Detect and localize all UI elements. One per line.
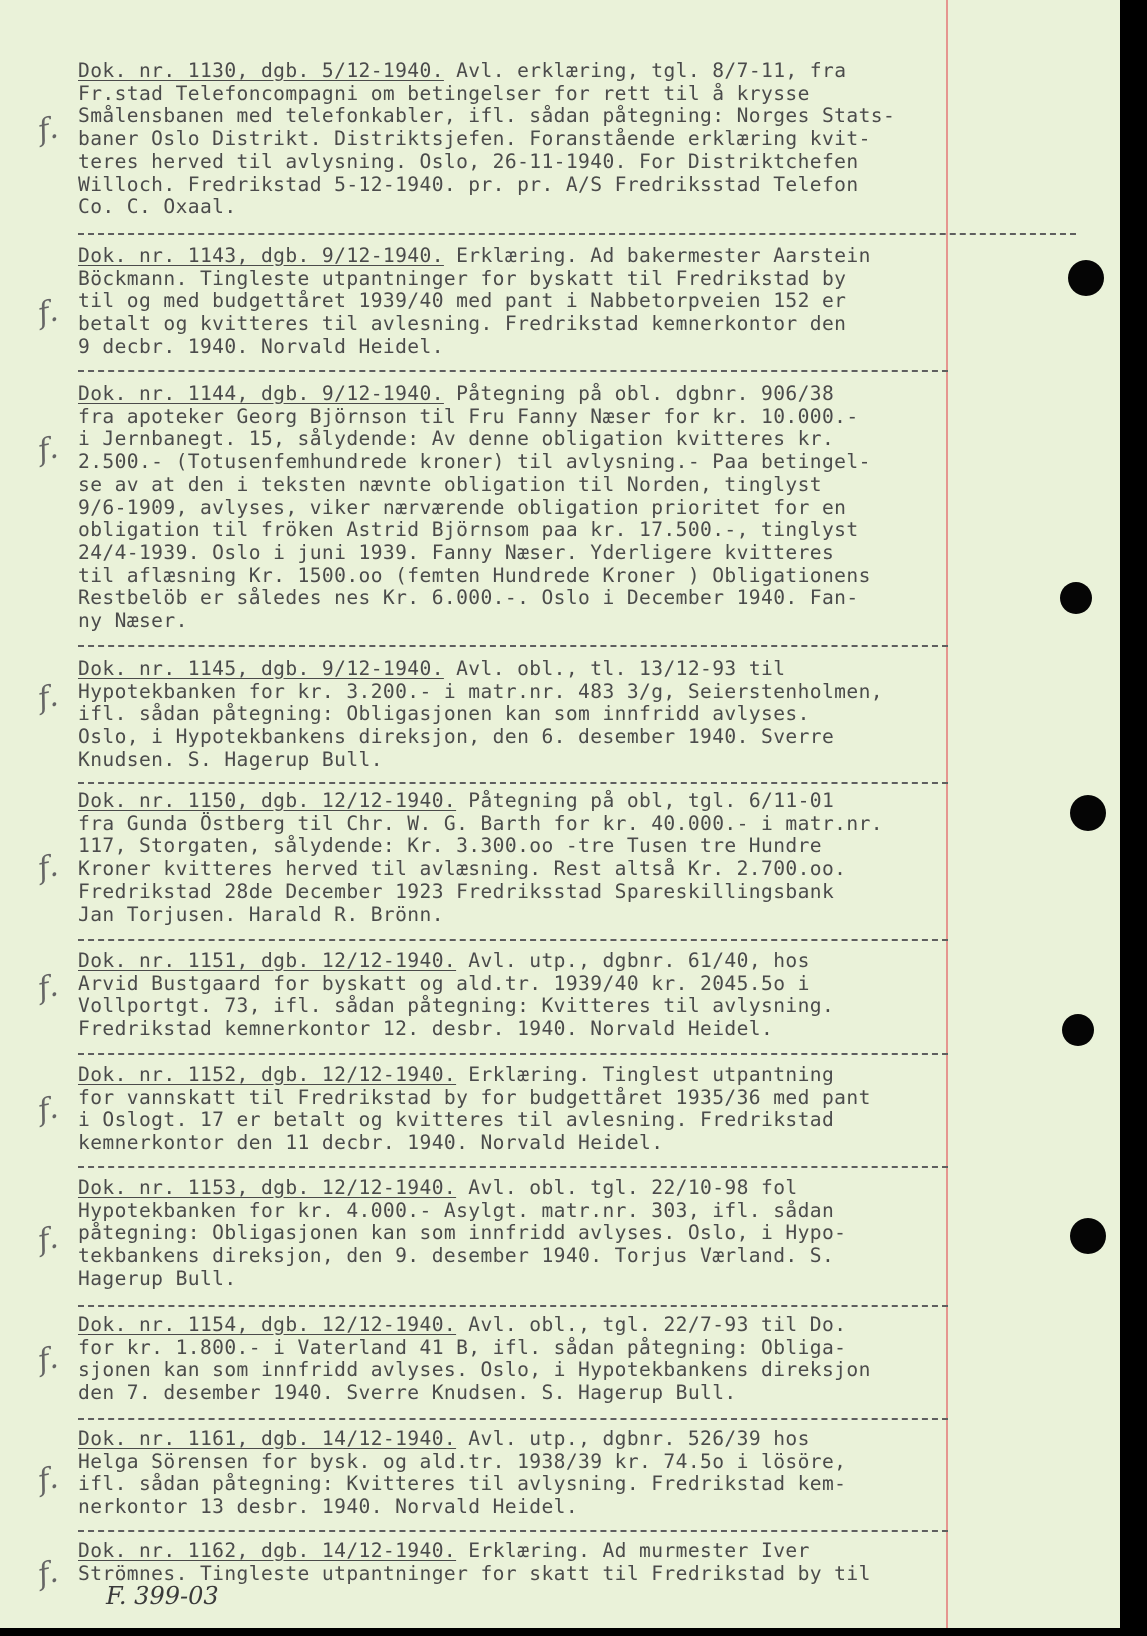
entry-line: se av at den i teksten nævnte obligation til Norden, tinglyst xyxy=(78,472,822,496)
entry-line: for vannskatt til Fredrikstad by for budgettåret 1935/36 med pant xyxy=(78,1085,871,1109)
entry-line: obligation til fröken Astrid Björnsom paa kr. 17.500.-, tinglyst xyxy=(78,518,859,542)
entry-reference: Dok. nr. 1143, dgb. 9/12-1940. xyxy=(78,244,444,267)
margin-mark: f. xyxy=(34,1340,62,1379)
entry-line: 9/6-1909, avlyses, viker nærværende obligation prioritet for en xyxy=(78,495,847,519)
entry-line: Jan Torjusen. Harald R. Brönn. xyxy=(78,902,444,926)
entry-line: ny Næser. xyxy=(78,609,188,633)
margin-mark: f. xyxy=(34,848,62,887)
ledger-entry xyxy=(78,1314,978,1405)
entry-separator xyxy=(78,233,1076,235)
entry-separator xyxy=(78,1418,948,1420)
entry-reference: Dok. nr. 1153, dgb. 12/12-1940. xyxy=(78,1176,457,1199)
margin-mark: f. xyxy=(34,1090,62,1129)
entry-line: Fredrikstad 28de December 1923 Fredriksstad Spareskillingsbank xyxy=(78,879,835,903)
ledger-entry xyxy=(78,60,978,219)
entry-reference: Dok. nr. 1130, dgb. 5/12-1940. xyxy=(78,59,444,82)
margin-mark: f. xyxy=(34,968,62,1007)
entry-title: Avl. obl. tgl. 22/10-98 fol xyxy=(468,1176,798,1199)
entry-title: Erklæring. Ad bakermester Aarstein xyxy=(456,244,871,267)
entry-line: Fr.stad Telefoncompagni om betingelser for rett til å krysse xyxy=(78,81,810,105)
entry-separator xyxy=(78,939,948,941)
entry-line: fra Gunda Östberg til Chr. W. G. Barth for kr. 40.000.- i matr.nr. xyxy=(78,811,883,835)
entry-title: Avl. utp., dgbnr. 61/40, hos xyxy=(468,949,810,972)
entry-reference: Dok. nr. 1152, dgb. 12/12-1940. xyxy=(78,1063,457,1086)
entry-line: 24/4-1939. Oslo i juni 1939. Fanny Næser. Yderligere kvitteres xyxy=(78,540,835,564)
entry-line: teres herved til avlysning. Oslo, 26-11-1940. For Distriktchefen xyxy=(78,149,859,173)
entry-line: Oslo, i Hypotekbankens direksjon, den 6. desember 1940. Sverre xyxy=(78,725,835,749)
entry-line: Hagerup Bull. xyxy=(78,1266,237,1290)
entry-title: Erklæring. Ad murmester Iver xyxy=(468,1539,810,1562)
punch-hole xyxy=(1060,582,1092,614)
entry-title: Avl. obl., tgl. 22/7-93 til Do. xyxy=(468,1313,847,1336)
entry-separator xyxy=(78,370,948,372)
entry-line: kemnerkontor den 11 decbr. 1940. Norvald Heidel. xyxy=(78,1131,664,1155)
ledger-entry xyxy=(78,1177,978,1291)
entry-line: Vollportgt. 73, ifl. sådan påtegning: Kvitteres til avlysning. xyxy=(78,994,835,1018)
entry-line: til og med budgettåret 1939/40 med pant i Nabbetorpveien 152 er xyxy=(78,289,847,313)
ledger-entry xyxy=(78,1428,978,1519)
entry-line: tekbankens direksjon, den 9. desember 1940. Torjus Værland. S. xyxy=(78,1244,835,1268)
entry-reference: Dok. nr. 1154, dgb. 12/12-1940. xyxy=(78,1313,457,1336)
entry-line: fra apoteker Georg Björnson til Fru Fanny Næser for kr. 10.000.- xyxy=(78,404,859,428)
entry-line: Co. C. Oxaal. xyxy=(78,195,237,219)
entry-line: i Jernbanegt. 15, sålydende: Av denne obligation kvitteres kr. xyxy=(78,427,835,451)
entry-reference: Dok. nr. 1151, dgb. 12/12-1940. xyxy=(78,949,457,972)
entry-title: Avl. erklæring, tgl. 8/7-11, fra xyxy=(456,59,847,82)
entry-line: 9 decbr. 1940. Norvald Heidel. xyxy=(78,334,444,358)
entry-line: Strömnes. Tingleste utpantninger for skatt til Fredrikstad by til xyxy=(78,1561,871,1585)
entry-line: påtegning: Obligasjonen kan som innfridd avlyses. Oslo, i Hypo- xyxy=(78,1221,847,1245)
entry-line: baner Oslo Distrikt. Distriktsjefen. Foranstående erklæring kvit- xyxy=(78,127,871,151)
margin-mark: f. xyxy=(34,1554,62,1593)
entry-line: Fredrikstad kemnerkontor 12. desbr. 1940. Norvald Heidel. xyxy=(78,1017,774,1041)
punch-hole xyxy=(1070,1218,1106,1254)
entry-line: Smålensbanen med telefonkabler, ifl. sådan påtegning: Norges Stats- xyxy=(78,104,896,128)
margin-mark: f. xyxy=(34,678,62,717)
entry-reference: Dok. nr. 1161, dgb. 14/12-1940. xyxy=(78,1427,457,1450)
entry-line: sjonen kan som innfridd avlyses. Oslo, i Hypotekbankens direksjon xyxy=(78,1358,871,1382)
entry-line: 2.500.- (Totusenfemhundrede kroner) til avlysning.- Paa betingel- xyxy=(78,450,871,474)
entry-line: betalt og kvitteres til avlesning. Fredrikstad kemnerkontor den xyxy=(78,312,847,336)
ledger-entry xyxy=(78,658,978,772)
entry-reference: Dok. nr. 1162, dgb. 14/12-1940. xyxy=(78,1539,457,1562)
margin-mark: f. xyxy=(34,1220,62,1259)
margin-mark: f. xyxy=(34,293,62,332)
entry-reference: Dok. nr. 1145, dgb. 9/12-1940. xyxy=(78,657,444,680)
punch-hole xyxy=(1070,795,1106,831)
entry-line: ifl. sådan påtegning: Obligasjonen kan som innfridd avlyses. xyxy=(78,702,810,726)
punch-hole xyxy=(1062,1014,1094,1046)
ledger-entry xyxy=(78,1540,978,1585)
entry-line: Arvid Bustgaard for byskatt og ald.tr. 1939/40 kr. 2045.5o i xyxy=(78,971,810,995)
entry-line: ifl. sådan påtegning: Kvitteres til avlysning. Fredrikstad kem- xyxy=(78,1472,847,1496)
entry-line: Hypotekbanken for kr. 4.000.- Asylgt. matr.nr. 303, ifl. sådan xyxy=(78,1198,835,1222)
margin-mark: f. xyxy=(34,1460,62,1499)
entry-line: Willoch. Fredrikstad 5-12-1940. pr. pr. A/S Fredriksstad Telefon xyxy=(78,172,859,196)
ledger-entry xyxy=(78,1064,978,1155)
entry-line: Helga Sörensen for bysk. og ald.tr. 1938/39 kr. 74.5o i lösöre, xyxy=(78,1449,847,1473)
entry-reference: Dok. nr. 1144, dgb. 9/12-1940. xyxy=(78,382,444,405)
entry-line: Knudsen. S. Hagerup Bull. xyxy=(78,747,383,771)
ledger-entry xyxy=(78,383,978,633)
entry-title: Påtegning på obl. dgbnr. 906/38 xyxy=(456,382,835,405)
entry-title: Påtegning på obl, tgl. 6/11-01 xyxy=(468,789,835,812)
entry-line: Böckmann. Tingleste utpantninger for byskatt til Fredrikstad by xyxy=(78,266,847,290)
ledger-entry xyxy=(78,245,978,359)
entry-reference: Dok. nr. 1150, dgb. 12/12-1940. xyxy=(78,789,457,812)
punch-hole xyxy=(1068,260,1104,296)
entry-line: den 7. desember 1940. Sverre Knudsen. S. Hagerup Bull. xyxy=(78,1381,737,1405)
entry-title: Erklæring. Tinglest utpantning xyxy=(468,1063,835,1086)
entry-separator xyxy=(78,1530,948,1532)
margin-mark: f. xyxy=(34,110,62,149)
entry-separator xyxy=(78,645,948,647)
handwritten-page-note: F. 399-03 xyxy=(106,1582,219,1610)
ledger-entry xyxy=(78,950,978,1041)
entry-line: for kr. 1.800.- i Vaterland 41 B, ifl. sådan påtegning: Obliga- xyxy=(78,1335,847,1359)
entry-separator xyxy=(78,1305,948,1307)
entry-separator xyxy=(78,1053,948,1055)
margin-mark: f. xyxy=(34,430,62,469)
entry-line: Kroner kvitteres herved til avlæsning. Rest altså Kr. 2.700.oo. xyxy=(78,857,847,881)
entry-line: Restbelöb er således nes Kr. 6.000.-. Oslo i December 1940. Fan- xyxy=(78,586,859,610)
entry-separator xyxy=(78,1166,948,1168)
ledger-entry xyxy=(78,790,978,926)
entry-line: i Oslogt. 17 er betalt og kvitteres til avlesning. Fredrikstad xyxy=(78,1108,835,1132)
entry-line: til aflæsning Kr. 1500.oo (femten Hundrede Kroner ) Obligationens xyxy=(78,563,871,587)
entry-line: nerkontor 13 desbr. 1940. Norvald Heidel. xyxy=(78,1495,579,1519)
entry-line: Hypotekbanken for kr. 3.200.- i matr.nr. 483 3/g, Seierstenholmen, xyxy=(78,679,883,703)
entry-separator xyxy=(78,782,948,784)
entry-line: 117, Storgaten, sålydende: Kr. 3.300.oo -tre Tusen tre Hundre xyxy=(78,834,822,858)
entry-title: Avl. obl., tl. 13/12-93 til xyxy=(456,657,786,680)
entry-title: Avl. utp., dgbnr. 526/39 hos xyxy=(468,1427,810,1450)
